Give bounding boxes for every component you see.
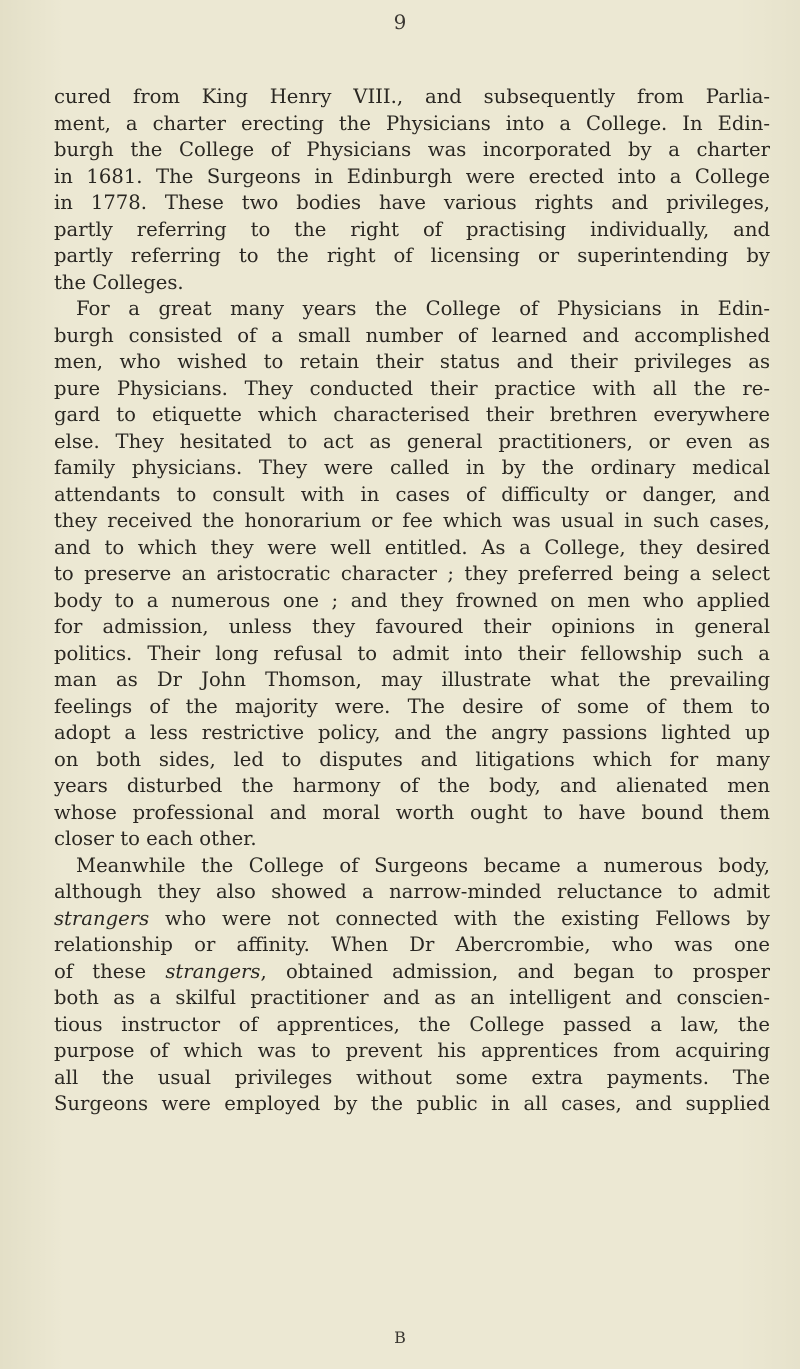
text-line: whose professional and moral worth ought to have bound them [54,800,770,824]
text-line: politics. Their long refusal to admit into their fellowship such a [54,641,770,665]
text-line: on both sides, led to disputes and litigations which for many [54,747,770,771]
body-text [54,84,770,1118]
text-line: ment, a charter erecting the Physicians into a College. In Edin- [54,111,770,135]
text-line: adopt a less restrictive policy, and the angry passions lighted up [54,721,770,744]
text-line: closer to each other. [54,827,257,850]
text-line: pure Physicians. They conducted their practice with all the re- [54,376,770,400]
text-line: body to a numerous one ; and they frowned on men who applied [54,588,770,612]
text-line: For a great many years the College of Physicians in Edin- [76,297,770,320]
text-line: burgh the College of Physicians was incorporated by a charter [54,138,770,161]
text-line: although they also showed a narrow-minded reluctance to admit [54,880,770,903]
text-line: relationship or affinity. When Dr Abercrombie, who was one [54,933,770,956]
text-line: all the usual privileges without some extra payments. The [54,1065,770,1089]
text-line: gard to etiquette which characterised their brethren everywhere [54,403,770,426]
text-line-with-italic [54,906,770,933]
text-line: feelings of the majority were. The desire of some of them to [54,694,770,718]
italic-word: strangers [165,959,261,983]
text-line-with-italic [54,959,770,986]
text-line: man as Dr John Thomson, may illustrate what the prevailing [54,668,770,691]
text-line: in 1681. The Surgeons in Edinburgh were erected into a College [54,164,770,188]
text-line: the Colleges. [54,270,184,294]
text-line: Surgeons were employed by the public in all cases, and supplied [54,1092,770,1115]
text-line: Meanwhile the College of Surgeons became a numerous body, [76,853,770,877]
text-line: else. They hesitated to act as general practitioners, or even as [54,429,770,453]
text-line: men, who wished to retain their status and their privileges as [54,350,770,373]
text-line: family physicians. They were called in by the ordinary medical [54,456,770,479]
text-fragment: , obtained admission, and began to prosper [260,959,771,983]
text-line: to preserve an aristocratic character ; they preferred being a select [54,562,770,585]
text-line: cured from King Henry VIII., and subsequently from Parlia- [54,85,770,108]
text-line: years disturbed the harmony of the body, and alienated men [54,774,770,797]
text-fragment: who were not connected with the existing Fellows by [149,906,770,930]
text-line: for admission, unless they favoured their opinions in general [54,615,770,638]
text-line: partly referring to the right of licensing or superintending by [54,244,770,267]
text-line: and to which they were well entitled. As a College, they desired [54,535,770,559]
text-fragment: of these [54,959,166,983]
text-line: tious instructor of apprentices, the College passed a law, the [54,1012,770,1036]
page-number: 9 [393,10,407,34]
text-line: purpose of which was to prevent his apprentices from acquiring [54,1039,770,1062]
text-line: they received the honorarium or fee which was usual in such cases, [54,509,770,532]
text-line: partly referring to the right of practising individually, and [54,217,770,241]
text-line: burgh consisted of a small number of learned and accomplished [54,323,770,347]
text-line: both as a skilful practitioner and as an intelligent and conscien- [54,986,770,1009]
italic-word: strangers [54,906,150,930]
text-line: in 1778. These two bodies have various rights and privileges, [54,191,770,214]
signature-mark: B [394,1328,406,1347]
text-line: attendants to consult with in cases of difficulty or danger, and [54,482,770,506]
